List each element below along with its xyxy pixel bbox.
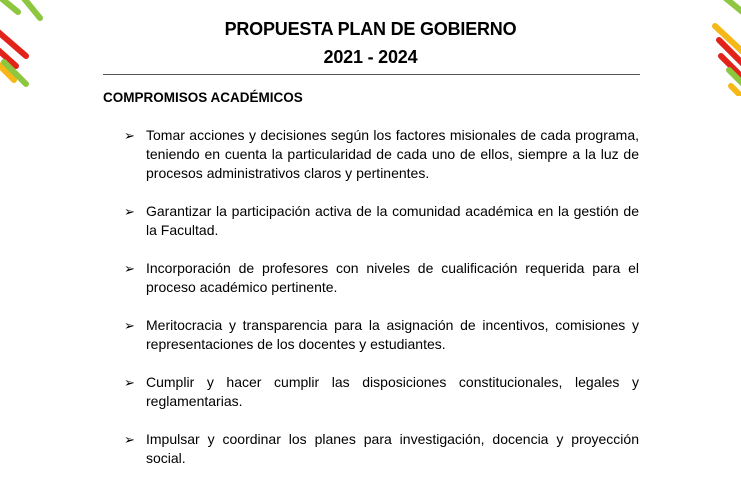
arrow-bullet-icon: ➢ xyxy=(124,261,135,276)
document-period: 2021 - 2024 xyxy=(323,47,418,67)
list-item xyxy=(123,202,639,240)
list-item-text: Meritocracia y transparencia para la asignación de incentivos, comisiones y representaciones de los docentes y estudiantes. xyxy=(146,317,639,352)
list-item-text: Incorporación de profesores con niveles de cualificación requerida para el proceso académico pertinente. xyxy=(146,260,639,295)
list-item-text: Impulsar y coordinar los planes para investigación, docencia y proyección social. xyxy=(146,431,639,466)
list-item-text: Garantizar la participación activa de la comunidad académica en la gestión de la Facultad. xyxy=(146,203,639,238)
list-item-text: Cumplir y hacer cumplir las disposiciones constitucionales, legales y reglamentarias. xyxy=(146,374,639,409)
list-item xyxy=(123,126,639,183)
list-item xyxy=(123,430,639,468)
arrow-bullet-icon: ➢ xyxy=(124,204,135,219)
arrow-bullet-icon: ➢ xyxy=(124,128,135,143)
list-item xyxy=(123,373,639,411)
document-title: PROPUESTA PLAN DE GOBIERNO xyxy=(224,19,517,39)
decorative-stripes-left xyxy=(0,0,50,92)
commitments-list xyxy=(123,126,639,487)
section-heading: COMPROMISOS ACADÉMICOS xyxy=(103,90,303,105)
list-item-text: Tomar acciones y decisiones según los factores misionales de cada programa, teniendo en cuenta la particularidad de cada uno de ellos, siempre a la luz de procesos administrativos claros y pertinentes. xyxy=(146,127,639,181)
title-divider xyxy=(103,74,640,75)
list-item xyxy=(123,316,639,354)
arrow-bullet-icon: ➢ xyxy=(124,432,135,447)
list-item xyxy=(123,259,639,297)
arrow-bullet-icon: ➢ xyxy=(124,318,135,333)
arrow-bullet-icon: ➢ xyxy=(124,375,135,390)
